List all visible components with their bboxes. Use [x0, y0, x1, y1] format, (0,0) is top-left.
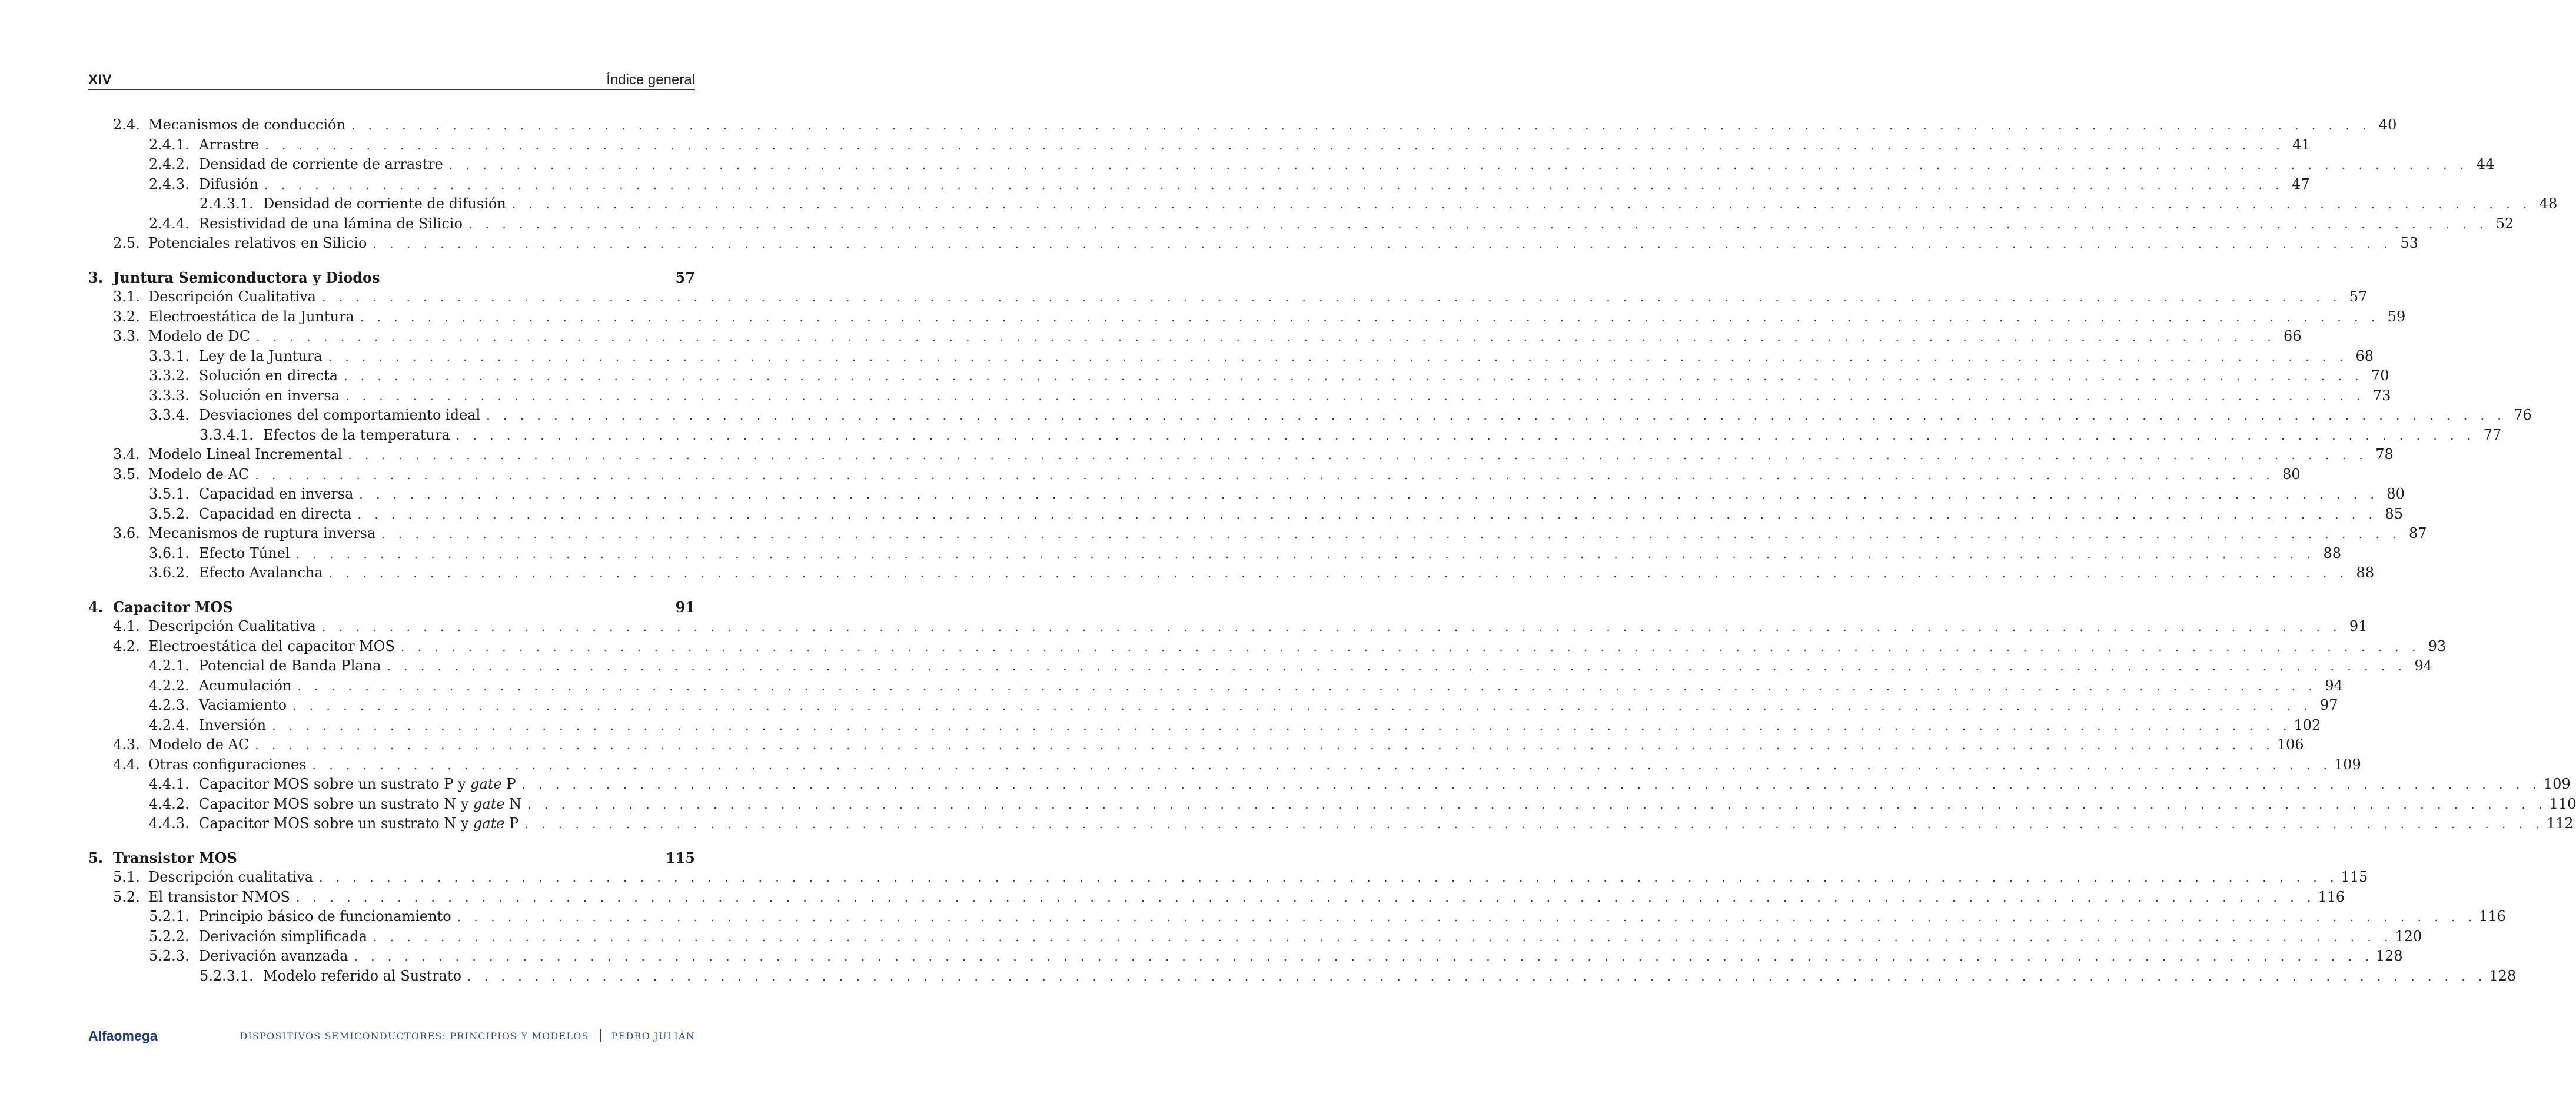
toc-entry-page: 66: [2284, 328, 2302, 344]
toc-entry-title: [199, 676, 291, 696]
toc-entry[interactable]: [88, 155, 2495, 175]
toc-entry-number: 3.3.1.: [149, 347, 190, 364]
toc-entry-page: 88: [2323, 544, 2342, 561]
toc-entry-title-text: Capacitor MOS sobre un sustrato N y: [199, 815, 474, 832]
toc-entry-title: [199, 946, 348, 966]
toc-entry-title: [148, 307, 354, 327]
toc-entry-title-text: Difusión: [199, 175, 259, 192]
book-title: DISPOSITIVOS SEMICONDUCTORES: PRINCIPIOS Y MODELOS: [240, 1030, 589, 1042]
toc-entry-number: 5.2.3.1.: [200, 967, 254, 984]
toc-entry-page: 48: [2539, 195, 2558, 212]
toc-entry-title: [148, 617, 316, 637]
dot-leader: . . . . . . . . . . . . . . . . . . . . . . . . . . . . . . . . . . . . . . . . . . . . . . . . . . . . . . . . . . . . . . . . . . . . . . . . . . . . . . . . . . . . . . . . . . . . . . . . . . . . . . . . . . . . . . . . . . . . . . . .: [292, 699, 2312, 713]
toc-entry[interactable]: [88, 504, 2403, 524]
toc-entry-title-text: Descripción Cualitativa: [148, 618, 316, 634]
dot-leader: . . . . . . . . . . . . . . . . . . . . . . . . . . . . . . . . . . . . . . . . . . . . . . . . . . . . . . . . . . . . . . . . . . . . . . . . . . . . . . . . . . . . . . . . . . . . . . . . . . . . . . . . . . . . . . . . . . . . . . . .: [264, 177, 2284, 192]
toc-entry-title-text: Solución en directa: [199, 367, 338, 384]
toc-entry[interactable]: [88, 795, 2576, 815]
toc-entry-title: [148, 465, 249, 485]
toc-entry-page: 77: [2483, 426, 2502, 443]
toc-entry-title-text: Modelo de AC: [148, 736, 250, 753]
toc-entry-title: [263, 426, 450, 446]
toc-entry-title-text: Derivación simplificada: [199, 928, 368, 945]
toc-entry-page: 116: [2318, 888, 2345, 905]
dot-leader: . . . . . . . . . . . . . . . . . . . . . . . . . . . . . . . . . . . . . . . . . . . . . . . . . . . . . . . . . . . . . . . . . . . . . . . . . . . . . . . . . . . . . . . . . . . . . . . . . . . . . . . . . . . . . . . . . . . . . . . .: [272, 718, 2292, 733]
toc-entry-number: 3.2.: [113, 308, 140, 325]
toc-entry-page: 70: [2371, 367, 2389, 384]
toc-entry[interactable]: [88, 868, 2368, 888]
toc-entry-title-text: Arrastre: [199, 136, 260, 153]
toc-entry-title: [148, 888, 290, 908]
toc-entry-number: 3.3.4.1.: [200, 426, 254, 443]
toc-entry-page: 52: [2495, 215, 2514, 232]
toc-entry-title-text: Principio básico de funcionamiento: [199, 908, 451, 925]
toc-entry-page: 88: [2356, 564, 2375, 581]
toc-entry[interactable]: [88, 214, 2514, 234]
toc-entry-number: 2.4.1.: [149, 136, 190, 153]
toc-entry-title-text: Solución en inversa: [199, 387, 340, 404]
toc-entry-title-italic: gate: [473, 795, 505, 812]
toc-entry[interactable]: [88, 366, 2389, 386]
toc-entry-number: 5.2.: [113, 888, 140, 905]
toc-entry-page: 80: [2386, 486, 2405, 502]
dot-leader: . . . . . . . . . . . . . . . . . . . . . . . . . . . . . . . . . . . . . . . . . . . . . . . . . . . . . . . . . . . . . . . . . . . . . . . . . . . . . . . . . . . . . . . . . . . . . . . . . . . . . . . . . . . . . . . . . . . . . . . .: [319, 870, 2339, 885]
toc-entry-title-text: Capacitor MOS sobre un sustrato P y: [199, 776, 471, 792]
toc-entry-number: 3.6.: [113, 525, 140, 541]
toc-entry-number: 3.: [88, 268, 104, 286]
dot-leader: . . . . . . . . . . . . . . . . . . . . . . . . . . . . . . . . . . . . . . . . . . . . . . . . . . . . . . . . . . . . . . . . . . . . . . . . . . . . . . . . . . . . . . . . . . . . . . . . . . . . . . . . . . . . . . . . . . . . . . . .: [373, 237, 2392, 251]
toc-entry[interactable]: [88, 716, 2321, 736]
toc-entry[interactable]: [88, 544, 2342, 564]
toc-entry-page: 109: [2334, 756, 2361, 773]
toc-entry[interactable]: [88, 115, 2397, 135]
dot-leader: . . . . . . . . . . . . . . . . . . . . . . . . . . . . . . . . . . . . . . . . . . . . . . . . . . . . . . . . . . . . . . . . . . . . . . . . . . . . . . . . . . . . . . . . . . . . . . . . . . . . . . . . . . . . . . . . . . . . . . . .: [360, 310, 2380, 324]
toc-entry-title-suffix: P: [501, 776, 516, 792]
toc-entry-title-text: Modelo Lineal Incremental: [148, 446, 343, 463]
header-rule: [88, 89, 695, 90]
publisher-logo: Alfaomega: [88, 1028, 158, 1043]
toc-entry-title-text: Mecanismos de conducción: [148, 117, 345, 133]
dot-leader: . . . . . . . . . . . . . . . . . . . . . . . . . . . . . . . . . . . . . . . . . . . . . . . . . . . . . . . . . . . . . . . . . . . . . . . . . . . . . . . . . . . . . . . . . . . . . . . . . . . . . . . . . . . . . . . . . . . . . . . .: [373, 929, 2393, 944]
toc-entry[interactable]: [88, 907, 2506, 927]
toc-entry-title-text: Otras configuraciones: [148, 756, 307, 773]
toc-entry-number: 3.6.2.: [149, 564, 190, 581]
toc-entry-number: 2.4.4.: [149, 215, 190, 232]
dot-leader: . . . . . . . . . . . . . . . . . . . . . . . . . . . . . . . . . . . . . . . . . . . . . . . . . . . . . . . . . . . . . . . . . . . . . . . . . . . . . . . . . . . . . . . . . . . . . . . . . . . . . . . . . . . . . . . . . . . . . . . .: [524, 817, 2544, 831]
dot-leader: . . . . . . . . . . . . . . . . . . . . . . . . . . . . . . . . . . . . . . . . . . . . . . . . . . . . . . . . . . . . . . . . . . . . . . . . . . . . . . . . . . . . . . . . . . . . . . . . . . . . . . . . . . . . . . . . . . . . . . . .: [295, 546, 2316, 561]
running-header: [88, 71, 695, 88]
toc-entry-title: [148, 234, 367, 254]
toc-chapter-entry[interactable]: [88, 848, 695, 868]
toc-entry-page: 128: [2375, 948, 2403, 964]
toc-entry[interactable]: [88, 676, 2343, 696]
toc-entry-title-text: Vaciamiento: [199, 697, 287, 713]
toc-entry-title: [148, 755, 307, 775]
toc-entry-title: [148, 868, 313, 888]
toc-entry-number: 4.1.: [113, 618, 140, 634]
toc-entry[interactable]: [88, 386, 2391, 406]
toc-entry-number: 4.4.2.: [149, 795, 190, 812]
toc-entry-title-text: Densidad de corriente de arrastre: [199, 156, 443, 172]
toc-entry-title: [148, 524, 375, 544]
toc-entry-title: [199, 716, 266, 736]
toc-entry[interactable]: [88, 135, 2311, 155]
toc-entry[interactable]: [88, 426, 2502, 446]
toc-entry-page: 41: [2292, 136, 2311, 153]
toc-entry-page: 57: [675, 268, 695, 286]
dot-leader: . . . . . . . . . . . . . . . . . . . . . . . . . . . . . . . . . . . . . . . . . . . . . . . . . . . . . . . . . . . . . . . . . . . . . . . . . . . . . . . . . . . . . . . . . . . . . . . . . . . . . . . . . . . . . . . . . . . . . . . .: [312, 757, 2332, 772]
dot-leader: . . . . . . . . . . . . . . . . . . . . . . . . . . . . . . . . . . . . . . . . . . . . . . . . . . . . . . . . . . . . . . . . . . . . . . . . . . . . . . . . . . . . . . . . . . . . . . . . . . . . . . . . . . . . . . . . . . . . . . . .: [468, 217, 2488, 231]
toc-entry-number: 2.4.2.: [149, 156, 190, 172]
toc-entry[interactable]: [88, 484, 2405, 504]
toc-entry-title: [148, 287, 316, 307]
toc-entry-title-text: Desviaciones del comportamiento ideal: [199, 407, 481, 423]
toc-entry-title-italic: gate: [470, 776, 502, 792]
table-of-contents: [88, 115, 2576, 986]
dot-leader: . . . . . . . . . . . . . . . . . . . . . . . . . . . . . . . . . . . . . . . . . . . . . . . . . . . . . . . . . . . . . . . . . . . . . . . . . . . . . . . . . . . . . . . . . . . . . . . . . . . . . . . . . . . . . . . . . . . . . . . .: [265, 138, 2285, 152]
dot-leader: . . . . . . . . . . . . . . . . . . . . . . . . . . . . . . . . . . . . . . . . . . . . . . . . . . . . . . . . . . . . . . . . . . . . . . . . . . . . . . . . . . . . . . . . . . . . . . . . . . . . . . . . . . . . . . . . . . . . . . . .: [448, 158, 2469, 172]
toc-entry-page: 115: [2341, 869, 2368, 885]
toc-entry[interactable]: [88, 814, 2574, 834]
toc-entry-page: 57: [2349, 288, 2368, 305]
toc-entry-number: 5.2.2.: [149, 928, 190, 945]
toc-entry-number: 3.5.1.: [149, 486, 190, 502]
toc-entry-title: [148, 637, 395, 657]
dot-leader: . . . . . . . . . . . . . . . . . . . . . . . . . . . . . . . . . . . . . . . . . . . . . . . . . . . . . . . . . . . . . . . . . . . . . . . . . . . . . . . . . . . . . . . . . . . . . . . . . . . . . . . . . . . . . . . . . . . . . . . .: [357, 507, 2377, 521]
toc-entry-title-text: Descripción Cualitativa: [148, 288, 316, 305]
toc-entry-title-text: Mecanismos de ruptura inversa: [148, 525, 376, 541]
toc-entry-number: 4.2.1.: [149, 657, 190, 674]
toc-entry-title-text: Capacidad en directa: [199, 505, 352, 522]
toc-entry[interactable]: [88, 287, 2368, 307]
toc-entry-title-text: Potencial de Banda Plana: [199, 657, 381, 674]
dot-leader: . . . . . . . . . . . . . . . . . . . . . . . . . . . . . . . . . . . . . . . . . . . . . . . . . . . . . . . . . . . . . . . . . . . . . . . . . . . . . . . . . . . . . . . . . . . . . . . . . . . . . . . . . . . . . . . . . . . . . . . .: [328, 349, 2348, 364]
toc-entry-number: 3.3.2.: [149, 367, 190, 384]
dot-leader: . . . . . . . . . . . . . . . . . . . . . . . . . . . . . . . . . . . . . . . . . . . . . . . . . . . . . . . . . . . . . . . . . . . . . . . . . . . . . . . . . . . . . . . . . . . . . . . . . . . . . . . . . . . . . . . . . . . . . . . .: [255, 467, 2275, 482]
toc-entry-title-text: Juntura Semiconductora y Diodos: [113, 268, 380, 286]
toc-entry-title: [199, 907, 451, 927]
page-footer: [88, 1027, 695, 1045]
toc-entry-number: 5.2.1.: [149, 908, 190, 925]
toc-entry-title: [199, 814, 518, 834]
toc-entry[interactable]: [88, 175, 2310, 195]
toc-entry-page: 76: [2514, 407, 2532, 423]
toc-entry-page: 44: [2476, 156, 2495, 172]
toc-entry-page: 68: [2355, 347, 2374, 364]
toc-entry-title-italic: gate: [473, 815, 505, 832]
toc-entry-page: 112: [2546, 815, 2574, 832]
toc-entry-title: [199, 795, 521, 815]
footer-separator: [600, 1029, 601, 1042]
toc-entry[interactable]: [88, 696, 2338, 716]
toc-entry-page: 106: [2276, 736, 2304, 753]
toc-entry-title-text: Ley de la Juntura: [199, 347, 323, 364]
dot-leader: . . . . . . . . . . . . . . . . . . . . . . . . . . . . . . . . . . . . . . . . . . . . . . . . . . . . . . . . . . . . . . . . . . . . . . . . . . . . . . . . . . . . . . . . . . . . . . . . . . . . . . . . . . . . . . . . . . . . . . . .: [256, 330, 2276, 344]
toc-entry-number: 4.2.2.: [149, 677, 190, 694]
dot-leader: . . . . . . . . . . . . . . . . . . . . . . . . . . . . . . . . . . . . . . . . . . . . . . . . . . . . . . . . . . . . . . . . . . . . . . . . . . . . . . . . . . . . . . . . . . . . . . . . . . . . . . . . . . . . . . . . . . . . . . . .: [328, 566, 2349, 580]
toc-chapter-entry[interactable]: [88, 597, 695, 617]
toc-entry[interactable]: [88, 465, 2301, 485]
toc-entry-page: 91: [2349, 618, 2368, 634]
dot-leader: . . . . . . . . . . . . . . . . . . . . . . . . . . . . . . . . . . . . . . . . . . . . . . . . . . . . . . . . . . . . . . . . . . . . . . . . . . . . . . . . . . . . . . . . . . . . . . . . . . . . . . . . . . . . . . . . . . . . . . . .: [400, 639, 2421, 654]
toc-entry-title: [199, 927, 367, 947]
toc-entry[interactable]: [88, 888, 2345, 908]
toc-entry-title: [199, 544, 290, 564]
toc-entry-title-text: Efecto Avalancha: [199, 564, 323, 581]
toc-entry-title-text: Transistor MOS: [113, 849, 237, 866]
footer-credits: [240, 1029, 695, 1042]
dot-leader: . . . . . . . . . . . . . . . . . . . . . . . . . . . . . . . . . . . . . . . . . . . . . . . . . . . . . . . . . . . . . . . . . . . . . . . . . . . . . . . . . . . . . . . . . . . . . . . . . . . . . . . . . . . . . . . . . . . . . . . .: [295, 890, 2316, 905]
running-title: Índice general: [606, 72, 695, 88]
toc-entry-title-suffix: N: [504, 795, 522, 812]
toc-entry-title-text: Capacidad en inversa: [199, 486, 354, 502]
toc-entry-title-text: Electroestática del capacitor MOS: [148, 637, 395, 654]
toc-entry[interactable]: [88, 327, 2302, 347]
toc-entry-title: [199, 504, 352, 524]
toc-entry-number: 4.4.1.: [149, 776, 190, 792]
toc-entry-page: 120: [2395, 928, 2422, 945]
toc-entry-number: 3.3.: [113, 328, 140, 344]
toc-entry-title-suffix: P: [504, 815, 519, 832]
toc-entry-title-text: Modelo de DC: [148, 328, 251, 344]
toc-entry-page: 128: [2489, 967, 2517, 984]
toc-entry-title-text: Capacitor MOS sobre un sustrato N y: [199, 795, 474, 812]
toc-entry-title: [148, 115, 345, 135]
toc-entry-title-text: Resistividad de una lámina de Silicio: [199, 215, 463, 232]
toc-entry-title: [113, 848, 666, 868]
toc-entry-title: [148, 327, 250, 347]
toc-entry-title-text: Densidad de corriente de difusión: [263, 195, 506, 212]
toc-entry-title: [199, 386, 340, 406]
toc-entry[interactable]: [88, 755, 2361, 775]
toc-entry-title: [199, 775, 516, 795]
toc-entry-page: 109: [2543, 776, 2571, 792]
toc-entry-title: [199, 366, 338, 386]
toc-entry-title: [263, 966, 461, 986]
toc-entry[interactable]: [88, 194, 2558, 214]
toc-entry-number: 2.4.: [113, 117, 140, 133]
toc-entry-title: [199, 406, 480, 426]
toc-entry-number: 4.: [88, 598, 104, 616]
dot-leader: . . . . . . . . . . . . . . . . . . . . . . . . . . . . . . . . . . . . . . . . . . . . . . . . . . . . . . . . . . . . . . . . . . . . . . . . . . . . . . . . . . . . . . . . . . . . . . . . . . . . . . . . . . . . . . . . . . . . . . . .: [354, 949, 2374, 963]
toc-entry-title: [199, 155, 443, 175]
toc-entry-number: 4.4.3.: [149, 815, 190, 832]
toc-entry-number: 2.4.3.1.: [200, 195, 254, 212]
toc-entry-title: [199, 347, 323, 367]
dot-leader: . . . . . . . . . . . . . . . . . . . . . . . . . . . . . . . . . . . . . . . . . . . . . . . . . . . . . . . . . . . . . . . . . . . . . . . . . . . . . . . . . . . . . . . . . . . . . . . . . . . . . . . . . . . . . . . . . . . . . . . .: [351, 118, 2371, 132]
toc-entry-title: [113, 597, 672, 617]
toc-entry-page: 94: [2325, 677, 2343, 694]
toc-entry-page: 116: [2479, 908, 2506, 925]
toc-entry-number: 3.6.1.: [149, 544, 190, 561]
dot-leader: . . . . . . . . . . . . . . . . . . . . . . . . . . . . . . . . . . . . . . . . . . . . . . . . . . . . . . . . . . . . . . . . . . . . . . . . . . . . . . . . . . . . . . . . . . . . . . . . . . . . . . . . . . . . . . . . . . . . . . . .: [511, 197, 2532, 211]
toc-entry-number: 2.5.: [113, 235, 140, 251]
toc-entry-number: 5.2.3.: [149, 948, 190, 964]
toc-entry-number: 4.2.3.: [149, 697, 190, 713]
toc-entry-number: 2.4.3.: [149, 175, 190, 192]
toc-entry-title: [199, 656, 381, 676]
toc-entry-number: 4.2.4.: [149, 716, 190, 733]
toc-entry-title: [199, 214, 463, 234]
toc-entry-title: [199, 175, 258, 195]
toc-entry-title-text: Derivación avanzada: [199, 948, 348, 964]
toc-entry-title-text: Electroestática de la Juntura: [148, 308, 354, 325]
toc-entry-page: 78: [2375, 446, 2394, 463]
toc-entry-page: 59: [2387, 308, 2406, 325]
toc-entry[interactable]: [88, 563, 2375, 583]
toc-entry-page: 94: [2414, 657, 2432, 674]
toc-entry-page: 91: [675, 598, 695, 616]
toc-entry-title-text: Acumulación: [199, 677, 292, 694]
toc-entry[interactable]: [88, 656, 2432, 676]
toc-entry-title: [199, 563, 323, 583]
toc-entry[interactable]: [88, 775, 2571, 795]
author-name: PEDRO JULIÁN: [611, 1030, 695, 1042]
toc-entry-title: [148, 735, 249, 755]
toc-entry-title-text: Inversión: [199, 716, 267, 733]
dot-leader: . . . . . . . . . . . . . . . . . . . . . . . . . . . . . . . . . . . . . . . . . . . . . . . . . . . . . . . . . . . . . . . . . . . . . . . . . . . . . . . . . . . . . . . . . . . . . . . . . . . . . . . . . . . . . . . . . . . . . . . .: [486, 408, 2506, 423]
toc-entry-title-text: El transistor NMOS: [148, 888, 290, 905]
toc-entry-page: 97: [2319, 697, 2338, 713]
dot-leader: . . . . . . . . . . . . . . . . . . . . . . . . . . . . . . . . . . . . . . . . . . . . . . . . . . . . . . . . . . . . . . . . . . . . . . . . . . . . . . . . . . . . . . . . . . . . . . . . . . . . . . . . . . . . . . . . . . . . . . . .: [527, 797, 2547, 812]
dot-leader: . . . . . . . . . . . . . . . . . . . . . . . . . . . . . . . . . . . . . . . . . . . . . . . . . . . . . . . . . . . . . . . . . . . . . . . . . . . . . . . . . . . . . . . . . . . . . . . . . . . . . . . . . . . . . . . . . . . . . . . .: [381, 527, 2401, 541]
toc-entry[interactable]: [88, 966, 2517, 986]
toc-entry-number: 3.3.3.: [149, 387, 190, 404]
toc-entry-title-text: Descripción cualitativa: [148, 869, 314, 885]
dot-leader: . . . . . . . . . . . . . . . . . . . . . . . . . . . . . . . . . . . . . . . . . . . . . . . . . . . . . . . . . . . . . . . . . . . . . . . . . . . . . . . . . . . . . . . . . . . . . . . . . . . . . . . . . . . . . . . . . . . . . . . .: [387, 659, 2407, 673]
toc-entry-title: [199, 135, 259, 155]
toc-entry-number: 5.: [88, 849, 104, 866]
toc-entry-number: 3.4.: [113, 446, 140, 463]
toc-entry-title-text: Efectos de la temperatura: [263, 426, 450, 443]
toc-entry-title-text: Modelo de AC: [148, 466, 250, 483]
toc-entry-page: 85: [2385, 505, 2403, 522]
toc-entry-title: [113, 268, 672, 288]
toc-entry-number: 3.1.: [113, 288, 140, 305]
dot-leader: . . . . . . . . . . . . . . . . . . . . . . . . . . . . . . . . . . . . . . . . . . . . . . . . . . . . . . . . . . . . . . . . . . . . . . . . . . . . . . . . . . . . . . . . . . . . . . . . . . . . . . . . . . . . . . . . . . . . . . . .: [344, 369, 2364, 383]
dot-leader: . . . . . . . . . . . . . . . . . . . . . . . . . . . . . . . . . . . . . . . . . . . . . . . . . . . . . . . . . . . . . . . . . . . . . . . . . . . . . . . . . . . . . . . . . . . . . . . . . . . . . . . . . . . . . . . . . . . . . . . .: [521, 777, 2541, 792]
toc-entry-page: 47: [2292, 175, 2310, 192]
toc-entry-number: 4.3.: [113, 736, 140, 753]
toc-entry-page: 93: [2428, 637, 2447, 654]
toc-entry-page: 87: [2409, 525, 2427, 541]
toc-entry[interactable]: [88, 406, 2532, 426]
dot-leader: . . . . . . . . . . . . . . . . . . . . . . . . . . . . . . . . . . . . . . . . . . . . . . . . . . . . . . . . . . . . . . . . . . . . . . . . . . . . . . . . . . . . . . . . . . . . . . . . . . . . . . . . . . . . . . . . . . . . . . . .: [467, 969, 2487, 983]
toc-entry[interactable]: [88, 307, 2406, 327]
toc-entry-title: [199, 484, 353, 504]
toc-entry[interactable]: [88, 735, 2304, 755]
toc-entry-title: [148, 445, 342, 465]
toc-entry[interactable]: [88, 946, 2403, 966]
toc-entry-number: 3.3.4.: [149, 407, 190, 423]
toc-entry[interactable]: [88, 617, 2368, 637]
toc-entry-title: [263, 194, 506, 214]
dot-leader: . . . . . . . . . . . . . . . . . . . . . . . . . . . . . . . . . . . . . . . . . . . . . . . . . . . . . . . . . . . . . . . . . . . . . . . . . . . . . . . . . . . . . . . . . . . . . . . . . . . . . . . . . . . . . . . . . . . . . . . .: [456, 428, 2476, 443]
dot-leader: . . . . . . . . . . . . . . . . . . . . . . . . . . . . . . . . . . . . . . . . . . . . . . . . . . . . . . . . . . . . . . . . . . . . . . . . . . . . . . . . . . . . . . . . . . . . . . . . . . . . . . . . . . . . . . . . . . . . . . . .: [322, 290, 2342, 304]
dot-leader: . . . . . . . . . . . . . . . . . . . . . . . . . . . . . . . . . . . . . . . . . . . . . . . . . . . . . . . . . . . . . . . . . . . . . . . . . . . . . . . . . . . . . . . . . . . . . . . . . . . . . . . . . . . . . . . . . . . . . . . .: [348, 448, 2368, 462]
dot-leader: . . . . . . . . . . . . . . . . . . . . . . . . . . . . . . . . . . . . . . . . . . . . . . . . . . . . . . . . . . . . . . . . . . . . . . . . . . . . . . . . . . . . . . . . . . . . . . . . . . . . . . . . . . . . . . . . . . . . . . . .: [345, 388, 2365, 403]
toc-entry-page: 40: [2378, 117, 2397, 133]
toc-entry[interactable]: [88, 637, 2447, 657]
toc-entry-number: 4.2.: [113, 637, 140, 654]
toc-entry-page: 73: [2372, 387, 2391, 404]
toc-entry-page: 80: [2282, 466, 2301, 483]
toc-entry-title-text: Efecto Túnel: [199, 544, 290, 561]
toc-entry[interactable]: [88, 234, 2418, 254]
toc-entry-page: 102: [2294, 716, 2321, 733]
page-number: XIV: [88, 72, 112, 88]
toc-entry-number: 4.4.: [113, 756, 140, 773]
toc-chapter-entry[interactable]: [88, 268, 695, 288]
toc-entry-title-text: Modelo referido al Sustrato: [263, 967, 462, 984]
toc-entry-number: 5.1.: [113, 869, 140, 885]
dot-leader: . . . . . . . . . . . . . . . . . . . . . . . . . . . . . . . . . . . . . . . . . . . . . . . . . . . . . . . . . . . . . . . . . . . . . . . . . . . . . . . . . . . . . . . . . . . . . . . . . . . . . . . . . . . . . . . . . . . . . . . .: [255, 738, 2275, 752]
toc-entry-number: 3.5.: [113, 466, 140, 483]
toc-entry-title-text: Potenciales relativos en Silicio: [148, 235, 367, 251]
toc-entry-title-text: Capacitor MOS: [113, 598, 233, 616]
toc-entry[interactable]: [88, 524, 2427, 544]
toc-entry-title: [199, 696, 287, 716]
toc-entry-page: 53: [2400, 235, 2418, 251]
toc-entry[interactable]: [88, 347, 2374, 367]
toc-entry-page: 115: [665, 849, 695, 866]
toc-entry[interactable]: [88, 445, 2394, 465]
dot-leader: . . . . . . . . . . . . . . . . . . . . . . . . . . . . . . . . . . . . . . . . . . . . . . . . . . . . . . . . . . . . . . . . . . . . . . . . . . . . . . . . . . . . . . . . . . . . . . . . . . . . . . . . . . . . . . . . . . . . . . . .: [359, 487, 2379, 501]
toc-entry-page: 110: [2549, 795, 2576, 812]
dot-leader: . . . . . . . . . . . . . . . . . . . . . . . . . . . . . . . . . . . . . . . . . . . . . . . . . . . . . . . . . . . . . . . . . . . . . . . . . . . . . . . . . . . . . . . . . . . . . . . . . . . . . . . . . . . . . . . . . . . . . . . .: [297, 679, 2317, 693]
dot-leader: . . . . . . . . . . . . . . . . . . . . . . . . . . . . . . . . . . . . . . . . . . . . . . . . . . . . . . . . . . . . . . . . . . . . . . . . . . . . . . . . . . . . . . . . . . . . . . . . . . . . . . . . . . . . . . . . . . . . . . . .: [457, 910, 2477, 924]
dot-leader: . . . . . . . . . . . . . . . . . . . . . . . . . . . . . . . . . . . . . . . . . . . . . . . . . . . . . . . . . . . . . . . . . . . . . . . . . . . . . . . . . . . . . . . . . . . . . . . . . . . . . . . . . . . . . . . . . . . . . . . .: [322, 620, 2342, 634]
toc-entry-number: 3.5.2.: [149, 505, 190, 522]
toc-entry[interactable]: [88, 927, 2422, 947]
